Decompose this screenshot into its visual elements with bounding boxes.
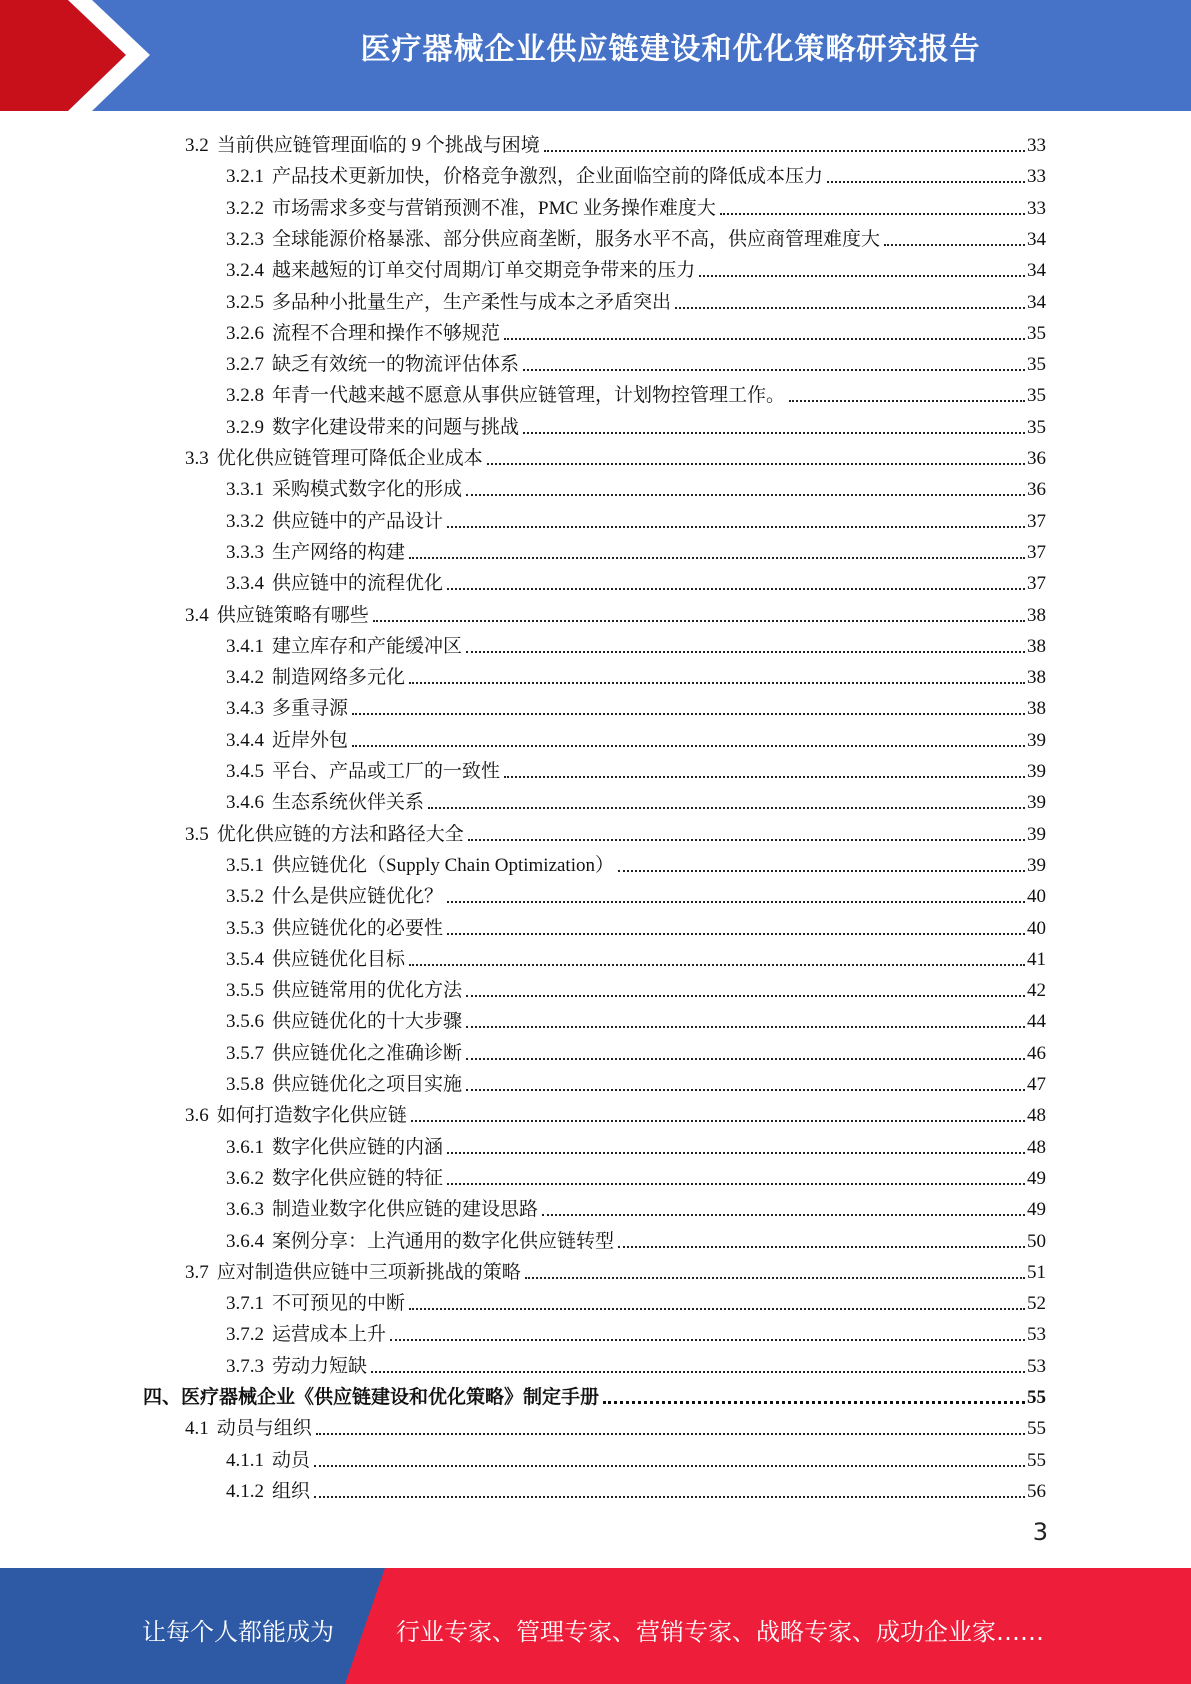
toc-entry-number: 3.7.2 [226,1324,264,1346]
toc-entry-page: 34 [1027,228,1046,250]
toc-dot-leader [884,244,1025,246]
toc-entry[interactable] [226,502,1046,533]
toc-entry[interactable] [185,126,1046,157]
toc-entry-page: 55 [1027,1387,1046,1408]
toc-entry[interactable] [226,283,1046,314]
toc-entry-title: 供应链中的产品设计 [272,510,444,532]
toc-entry-title: 供应链优化之项目实施 [272,1074,463,1095]
toc-dot-leader [789,400,1025,402]
toc-entry-page: 48 [1027,1105,1046,1127]
toc-entry-page: 56 [1027,1480,1046,1502]
toc-entry-number: 3.2.1 [226,166,264,188]
toc-entry-page: 37 [1027,510,1046,532]
toc-entry-number: 3.2.5 [226,291,264,313]
toc-entry-title: 建立库存和产能缓冲区 [272,635,463,657]
toc-dot-leader [618,1246,1025,1248]
toc-entry-title: 越来越短的订单交付周期/订单交期竞争带来的压力 [272,260,696,282]
toc-entry-number: 3.3.4 [226,573,264,595]
toc-entry-page: 34 [1027,291,1046,313]
toc-entry[interactable] [226,1222,1046,1253]
toc-dot-leader [447,1183,1025,1185]
toc-entry-title: 供应链策略有哪些 [216,604,369,626]
toc-dot-leader [447,588,1025,590]
toc-entry-number: 4.1.2 [226,1480,264,1502]
footer-slogan-left: 让每个人都能成为 [142,1618,334,1646]
toc-dot-leader [487,463,1025,465]
toc-entry[interactable] [226,752,1046,783]
toc-entry-title: 不可预见的中断 [272,1293,406,1315]
toc-entry-number: 3.7.3 [226,1355,264,1377]
toc-dot-leader [827,181,1025,183]
toc-entry[interactable] [226,971,1046,1002]
toc-entry[interactable] [226,1065,1046,1096]
toc-entry-number: 3.5.2 [226,886,264,908]
toc-entry[interactable] [226,1128,1046,1159]
toc-entry-number: 3.5.7 [226,1042,264,1064]
toc-entry-page: 39 [1027,761,1046,782]
toc-dot-leader [523,432,1025,434]
toc-entry[interactable] [226,721,1046,752]
toc-entry-number: 4.1.1 [226,1449,264,1471]
toc-entry[interactable] [226,376,1046,407]
toc-entry-title: 应对制造供应链中三项新挑战的策略 [216,1261,521,1283]
toc-entry[interactable] [226,783,1046,814]
toc-entry-page: 42 [1027,980,1046,1002]
toc-entry-page: 44 [1027,1011,1046,1033]
toc-entry-number: 3.2 [185,135,209,156]
toc-entry-page: 55 [1027,1418,1046,1440]
toc-entry-title: 供应链中的流程优化 [272,573,444,595]
toc-entry-title: 缺乏有效统一的物流评估体系 [272,354,520,376]
toc-entry-number: 3.4.6 [226,792,264,814]
header-title: 医疗器械企业供应链建设和优化策略研究报告 [360,32,981,67]
toc-entry[interactable] [226,1159,1046,1190]
toc-entry[interactable] [226,909,1046,940]
toc-entry-page: 39 [1027,854,1046,876]
toc-entry-title: 产品技术更新加快，价格竞争激烈，企业面临空前的降低成本压力 [272,166,824,188]
toc-entry-number: 3.5.5 [226,980,264,1002]
toc-entry[interactable] [226,1034,1046,1065]
toc-entry-number: 3.6 [185,1105,209,1127]
toc-entry[interactable] [226,627,1046,658]
toc-dot-leader [525,1277,1025,1279]
toc-entry-page: 46 [1027,1042,1046,1064]
toc-entry-number: 3.5.4 [226,948,264,970]
toc-dot-leader [428,807,1025,809]
footer-slogan-right: 行业专家、管理专家、营销专家、战略专家、成功企业家…… [396,1618,1044,1646]
toc-entry[interactable] [226,157,1046,188]
toc-entry-title: 优化供应链的方法和路径大全 [216,823,464,845]
toc-entry-page: 37 [1027,541,1046,563]
toc-entry-number: 3.5.1 [226,854,264,876]
toc-entry-number: 3.2.9 [226,416,264,438]
toc-entry-page: 34 [1027,260,1046,282]
toc-dot-leader [409,682,1025,684]
chevron-logo-icon [0,0,160,111]
toc-entry-title: 劳动力短缺 [272,1355,368,1377]
toc-entry-number: 3.2.8 [226,385,264,407]
toc-entry-page: 55 [1027,1449,1046,1471]
toc-dot-leader [447,1152,1025,1154]
toc-entry-title: 近岸外包 [272,729,349,751]
toc-dot-leader [720,213,1025,215]
toc-dot-leader [466,1026,1025,1028]
toc-entry-title: 供应链优化（Supply Chain Optimization） [272,854,614,876]
toc-entry-title: 供应链常用的优化方法 [272,980,463,1002]
toc-entry-page: 47 [1027,1074,1046,1095]
toc-entry[interactable] [226,1002,1046,1033]
toc-entry[interactable] [226,940,1046,971]
toc-entry[interactable] [143,1378,1046,1409]
toc-entry-number: 3.2.2 [226,197,264,219]
toc-entry-title: 动员 [272,1449,311,1471]
toc-entry-number: 3.4.5 [226,761,264,782]
toc-entry-title: 采购模式数字化的形成 [272,479,463,501]
toc-entry-page: 36 [1027,448,1046,469]
toc-entry[interactable] [226,314,1046,345]
toc-entry-number: 3.5.3 [226,917,264,939]
toc-dot-leader [542,1214,1025,1216]
toc-dot-leader [504,776,1025,778]
toc-dot-leader [314,1496,1025,1498]
toc-entry-page: 39 [1027,729,1046,751]
toc-dot-leader [618,870,1025,872]
toc-entry-title: 制造网络多元化 [272,667,406,689]
toc-entry-page: 33 [1027,166,1046,188]
toc-dot-leader [466,494,1025,496]
toc-entry-title: 生产网络的构建 [272,541,406,563]
toc-entry-page: 35 [1027,385,1046,407]
toc-entry-title: 数字化建设带来的问题与挑战 [272,416,520,438]
toc-entry-title: 供应链优化的必要性 [272,917,444,939]
toc-entry-page: 38 [1027,667,1046,689]
toc-entry[interactable] [226,1441,1046,1472]
toc-dot-leader [373,620,1025,622]
toc-entry-number: 3.3.1 [226,479,264,501]
toc-entry-title: 流程不合理和操作不够规范 [272,322,501,344]
toc-entry-page: 50 [1027,1230,1046,1252]
toc-entry-number: 3.4.1 [226,635,264,657]
toc-entry-page: 39 [1027,792,1046,814]
toc-entry[interactable] [226,345,1046,376]
toc-entry-number: 3.4.4 [226,729,264,751]
toc-entry[interactable] [226,408,1046,439]
toc-dot-leader [371,1371,1025,1373]
page-footer [0,1568,1191,1684]
toc-entry-title: 组织 [272,1480,311,1502]
toc-entry-page: 38 [1027,698,1046,720]
toc-entry-number: 3.2.6 [226,322,264,344]
toc-entry-title: 案例分享：上汽通用的数字化供应链转型 [272,1230,615,1252]
toc-entry-number: 3.7.1 [226,1293,264,1315]
toc-entry-page: 38 [1027,604,1046,626]
toc-dot-leader [447,901,1025,903]
toc-entry-page: 52 [1027,1293,1046,1315]
toc-entry-page: 49 [1027,1199,1046,1221]
toc-entry[interactable] [226,470,1046,501]
toc-entry-title: 优化供应链管理可降低企业成本 [216,448,483,469]
toc-entry-page: 49 [1027,1167,1046,1189]
toc-entry[interactable] [185,596,1046,627]
toc-entry-page: 51 [1027,1261,1046,1283]
toc-entry[interactable] [226,846,1046,877]
toc-entry-number: 3.4.3 [226,698,264,720]
toc-entry[interactable] [226,251,1046,282]
toc-entry-title: 数字化供应链的特征 [272,1167,444,1189]
toc-entry[interactable] [226,533,1046,564]
toc-dot-leader [675,307,1025,309]
toc-entry-page: 36 [1027,479,1046,501]
toc-dot-leader [390,1339,1025,1341]
toc-entry-page: 53 [1027,1324,1046,1346]
toc-entry-title: 动员与组织 [216,1418,312,1440]
toc-entry-number: 3.2.4 [226,260,264,282]
toc-entry[interactable] [226,877,1046,908]
toc-entry-number: 3.5.8 [226,1074,264,1095]
toc-dot-leader [603,1401,1025,1404]
toc-dot-leader [411,1120,1025,1122]
toc-dot-leader [409,1308,1025,1310]
toc-dot-leader [352,713,1025,715]
toc-entry-number: 3.5 [185,823,209,845]
toc-entry-title: 多品种小批量生产，生产柔性与成本之矛盾突出 [272,291,672,313]
toc-entry-page: 48 [1027,1136,1046,1158]
toc-entry-title: 供应链优化目标 [272,948,406,970]
toc-entry[interactable] [185,1096,1046,1127]
toc-dot-leader [447,933,1025,935]
toc-entry-title: 年青一代越来越不愿意从事供应链管理，计划物控管理工作。 [272,385,786,407]
toc-entry-page: 37 [1027,573,1046,595]
toc-entry-number: 4.1 [185,1418,209,1440]
toc-entry-page: 35 [1027,322,1046,344]
toc-dot-leader [466,651,1025,653]
toc-entry-title: 四、医疗器械企业《供应链建设和优化策略》制定手册 [143,1387,600,1408]
toc-entry-title: 供应链优化的十大步骤 [272,1011,463,1033]
toc-entry-page: 33 [1027,135,1046,156]
toc-entry-title: 如何打造数字化供应链 [216,1105,407,1127]
toc-entry-title: 平台、产品或工厂的一致性 [272,761,501,782]
toc-entry-title: 市场需求多变与营销预测不准，PMC 业务操作难度大 [272,197,716,219]
toc-entry[interactable] [185,1409,1046,1440]
toc-dot-leader [314,1465,1025,1467]
toc-dot-leader [409,964,1025,966]
toc-dot-leader [468,839,1025,841]
toc-entry-number: 3.6.1 [226,1136,264,1158]
toc-dot-leader [466,995,1025,997]
toc-dot-leader [352,745,1025,747]
toc-entry[interactable] [226,564,1046,595]
toc-entry-number: 3.5.6 [226,1011,264,1033]
toc-entry-number: 3.4.2 [226,667,264,689]
toc-entry-number: 3.2.3 [226,228,264,250]
toc-entry-number: 3.6.3 [226,1199,264,1221]
toc-dot-leader [316,1433,1025,1435]
toc-entry-title: 生态系统伙伴关系 [272,792,425,814]
toc-entry-number: 3.2.7 [226,354,264,376]
toc-entry-title: 当前供应链管理面临的 9 个挑战与困境 [216,135,540,156]
toc-entry[interactable] [226,220,1046,251]
toc-entry-page: 39 [1027,823,1046,845]
toc-dot-leader [504,338,1025,340]
toc-entry-number: 3.6.4 [226,1230,264,1252]
toc-entry[interactable] [226,689,1046,720]
toc-dot-leader [447,526,1025,528]
toc-entry-title: 全球能源价格暴涨、部分供应商垄断，服务水平不高，供应商管理难度大 [272,228,881,250]
toc-dot-leader [466,1089,1025,1091]
toc-entry-number: 3.3.3 [226,541,264,563]
toc-dot-leader [409,557,1025,559]
toc-entry[interactable] [185,439,1046,470]
toc-entry-title: 供应链优化之准确诊断 [272,1042,463,1064]
toc-entry[interactable] [226,1347,1046,1378]
toc-entry-title: 制造业数字化供应链的建设思路 [272,1199,539,1221]
toc-dot-leader [699,275,1025,277]
toc-entry[interactable] [226,1284,1046,1315]
toc-entry-page: 35 [1027,354,1046,376]
toc-entry[interactable] [226,1315,1046,1346]
page-header [0,0,1191,111]
toc-entry-page: 41 [1027,948,1046,970]
toc-entry-title: 数字化供应链的内涵 [272,1136,444,1158]
toc-dot-leader [544,150,1025,152]
toc-entry-title: 运营成本上升 [272,1324,387,1346]
toc-entry-title: 什么是供应链优化？ [272,886,444,908]
toc-entry-number: 3.6.2 [226,1167,264,1189]
toc-entry-page: 53 [1027,1355,1046,1377]
toc-entry-number: 3.7 [185,1261,209,1283]
toc-entry[interactable] [226,1190,1046,1221]
toc-entry[interactable] [185,1253,1046,1284]
toc-entry[interactable] [226,1472,1046,1503]
toc-entry[interactable] [226,189,1046,220]
toc-entry-page: 35 [1027,416,1046,438]
toc-entry-page: 40 [1027,886,1046,908]
page-number: 3 [1032,1518,1048,1546]
toc-entry-number: 3.3.2 [226,510,264,532]
toc-dot-leader [523,369,1025,371]
toc-entry-number: 3.4 [185,604,209,626]
toc-entry[interactable] [226,658,1046,689]
toc-entry-page: 38 [1027,635,1046,657]
toc-entry-page: 40 [1027,917,1046,939]
toc-entry-number: 3.3 [185,448,209,469]
toc-entry[interactable] [185,815,1046,846]
toc-dot-leader [466,1058,1025,1060]
toc-entry-title: 多重寻源 [272,698,349,720]
toc-entry-page: 33 [1027,197,1046,219]
